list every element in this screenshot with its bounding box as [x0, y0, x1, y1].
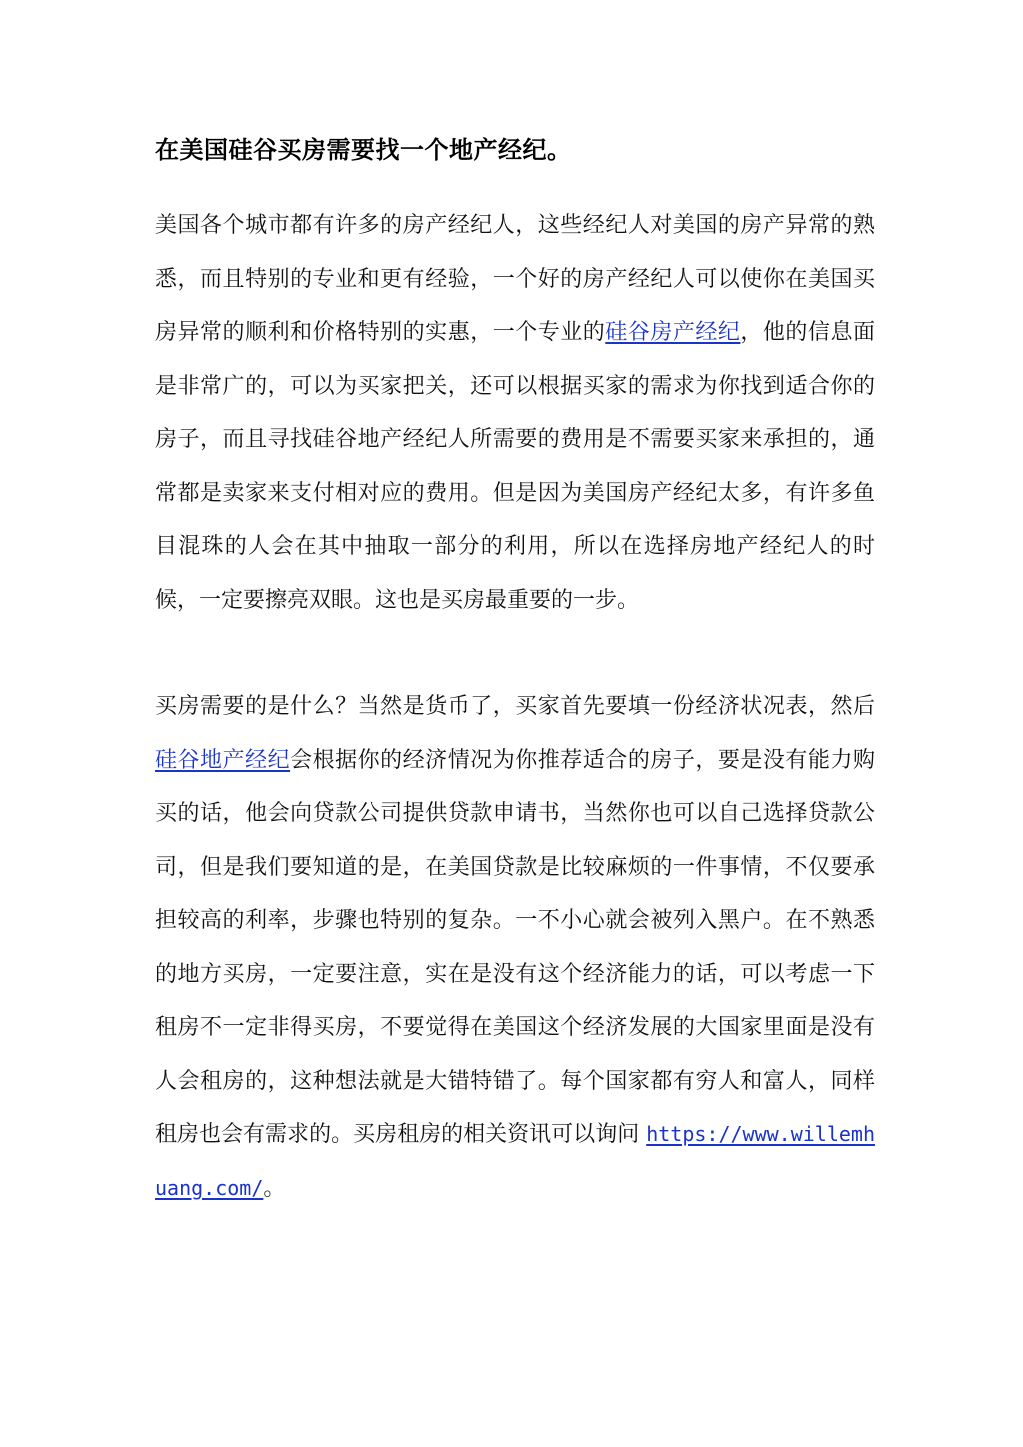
- paragraph-broker-intro: [155, 199, 875, 627]
- website-url-link[interactable]: https://www.willemhuang.com/: [155, 1122, 875, 1200]
- paragraph-2-text-start: 买房需要的是什么？当然是货币了，买家首先要填一份经济状况表，然后: [155, 694, 875, 719]
- paragraph-1-text-start: 美国各个城市都有许多的房产经纪人，这些经纪人对美国的房产异常的熟悉，而且特别的专业和更有经验，一个好的房产经纪人可以使你在美国买房异常的顺利和价格特别的实惠，一个专业的: [155, 213, 875, 345]
- article-title: 在美国硅谷买房需要找一个地产经纪。: [155, 136, 572, 164]
- silicon-valley-broker-link[interactable]: 硅谷地产经纪: [155, 747, 291, 773]
- paragraph-buying-needs: [155, 680, 875, 1215]
- paragraph-2-text-middle: 会根据你的经济情况为你推荐适合的房子，要是没有能力购买的话，他会向贷款公司提供贷款申请书，当然你也可以自己选择贷款公司，但是我们要知道的是，在美国贷款是比较麻烦的一件事情，不仅要承担较高的利率，步骤也特别的复杂。一不小心就会被列入黑户。在不熟悉的地方买房，一定要注意，实在是没有这个经济能力的话，可以考虑一下租房不一定非得买房，不要觉得在美国这个经济发展的大国家里面是没有人会租房的，这种想法就是大错特错了。每个国家都有穷人和富人，同样租房也会有需求的。买房租房的相关资讯可以询问: [155, 747, 875, 1147]
- silicon-valley-realtor-link[interactable]: 硅谷房产经纪: [605, 320, 741, 345]
- paragraph-1-text-end: ，他的信息面是非常广的，可以为买家把关，还可以根据买家的需求为你找到适合你的房子，而且寻找硅谷地产经纪人所需要的费用是不需要买家来承担的，通常都是卖家来支付相对应的费用。但是因为美国房产经纪太多，有许多鱼目混珠的人会在其中抽取一部分的利用，所以在选择房地产经纪人的时候，一定要擦亮双眼。这也是买房最重要的一步。: [155, 320, 875, 613]
- paragraph-2-text-end: 。: [263, 1175, 286, 1201]
- article-body: [155, 128, 875, 1215]
